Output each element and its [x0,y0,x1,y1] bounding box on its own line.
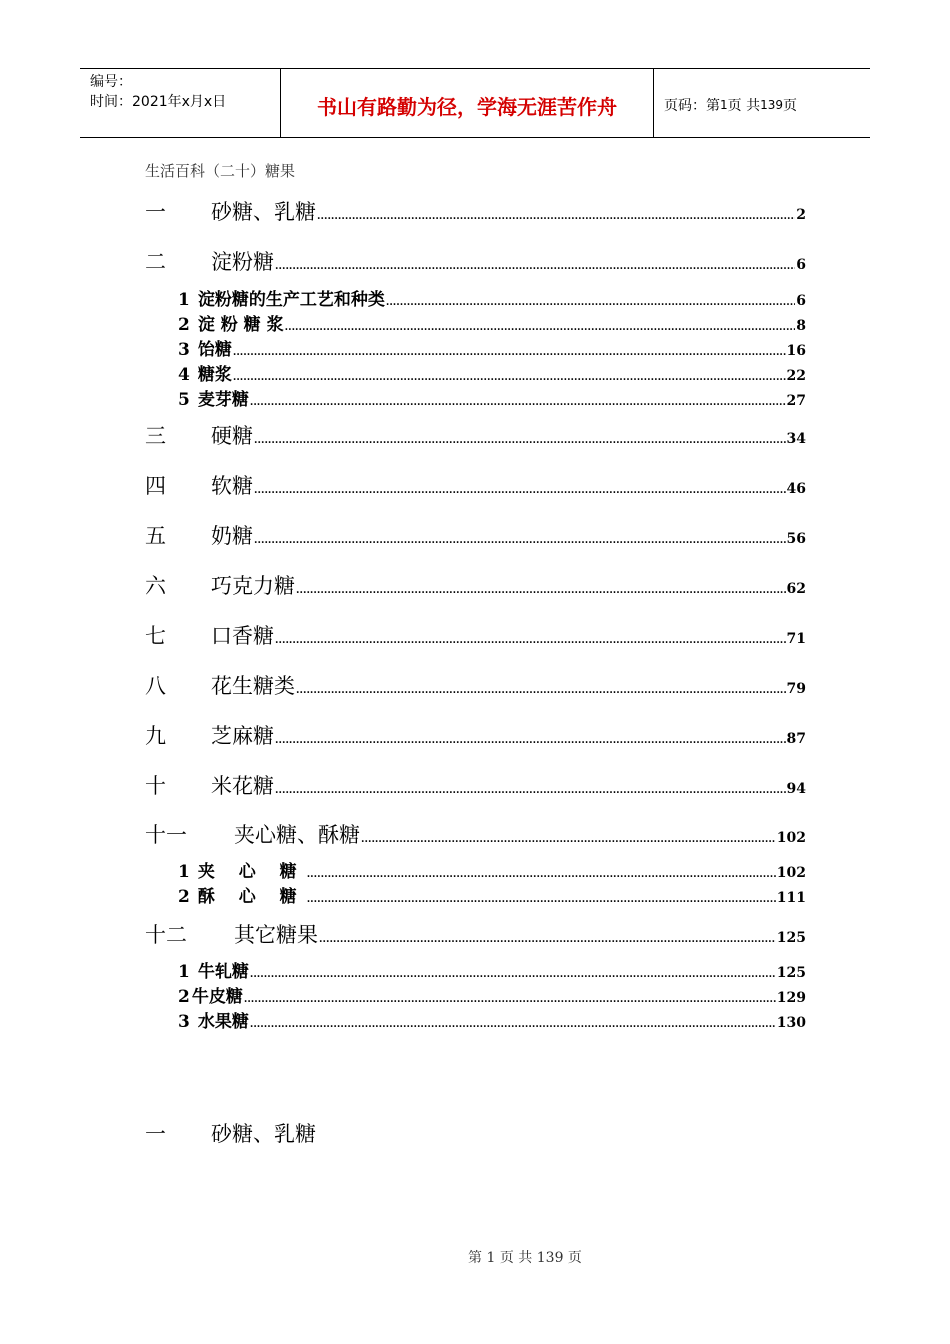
toc-subentry[interactable] [178,857,806,882]
toc-leader [254,485,786,496]
toc-entry[interactable] [145,246,806,276]
toc-number: 三 [145,424,166,448]
serial-label: 编号： [90,74,132,90]
toc-title: 淀粉糖的生产工艺和种类 [197,290,385,310]
toc-page: 79 [786,681,806,697]
toc-leader [307,869,776,880]
toc-entry[interactable] [145,470,806,500]
toc-number: 六 [145,574,166,598]
toc-leader [233,372,786,383]
toc-page: 6 [796,293,806,309]
toc-page: 2 [796,207,806,223]
toc-number: 四 [145,474,166,498]
toc-number: 2 [178,987,190,1007]
toc-number: 1 [178,290,190,310]
toc-leader [254,535,786,546]
toc-leader [296,585,786,596]
toc-number: 2 [178,315,190,335]
toc-page: 46 [786,481,806,497]
toc-page: 27 [786,393,806,409]
header-info-cell [80,69,281,137]
toc-entry[interactable] [145,620,806,650]
toc-title: 淀 粉 糖 浆 [197,315,284,335]
toc-page: 111 [776,890,806,906]
toc-leader [233,347,786,358]
toc-subentry[interactable] [178,1007,806,1032]
toc-page: 62 [786,581,806,597]
section-number: 一 [145,1122,166,1146]
toc-leader [319,934,776,945]
toc-leader [275,785,786,796]
page-total: 139 [760,98,783,112]
toc-leader [296,685,786,696]
page-header [80,68,870,138]
toc-title: 水果糖 [197,1012,249,1032]
toc-number: 五 [145,524,166,548]
toc-entry[interactable] [145,819,806,849]
toc-number: 5 [178,390,190,410]
toc-entry[interactable] [145,670,806,700]
toc-page: 71 [786,631,806,647]
toc-title: 夹 心 糖 [197,862,306,882]
toc-title: 牛轧糖 [197,962,249,982]
toc-leader [275,261,795,272]
section-heading [145,1118,316,1148]
toc-number: 七 [145,624,166,648]
toc-page: 22 [786,368,806,384]
toc-title: 奶糖 [211,524,253,548]
document-title: 生活百科（二十）糖果 [145,162,296,180]
page-prefix: 页码：第 [664,98,720,114]
toc-title: 砂糖、乳糖 [211,200,316,224]
toc-leader [244,994,776,1005]
toc-subentry[interactable] [178,982,806,1007]
toc-leader [317,211,795,222]
toc-page: 125 [776,930,806,946]
toc-subentry[interactable] [178,335,806,360]
toc-leader [361,834,776,845]
page-number: 1 [720,98,728,112]
toc-page: 130 [776,1015,806,1031]
toc-subentry[interactable] [178,285,806,310]
toc-number: 二 [145,250,166,274]
toc-entry[interactable] [145,420,806,450]
toc-leader [285,322,796,333]
toc-title: 花生糖类 [211,674,295,698]
motto-text: 书山有路勤为径，学海无涯苦作舟 [317,94,617,119]
toc-leader [250,969,776,980]
toc-title: 芝麻糖 [211,724,274,748]
toc-number: 十一 [145,823,187,847]
toc-leader [275,635,786,646]
toc-number: 4 [178,365,190,385]
toc-page: 56 [786,531,806,547]
toc-page: 94 [786,781,806,797]
toc-title: 米花糖 [211,774,274,798]
toc-number: 1 [178,862,190,882]
section-title: 砂糖、乳糖 [211,1122,316,1146]
toc-title: 酥 心 糖 [197,887,306,907]
page-footer: 第 1 页 共 139 页 [468,1250,582,1266]
toc-page: 34 [786,431,806,447]
toc-page: 102 [776,865,806,881]
toc-entry[interactable] [145,720,806,750]
toc-number: 十 [145,774,166,798]
toc-subentry[interactable] [178,385,806,410]
toc-number: 八 [145,674,166,698]
toc-page: 8 [796,318,806,334]
toc-title: 软糖 [211,474,253,498]
toc-title: 饴糖 [197,340,232,360]
toc-leader [254,435,786,446]
header-motto-cell [281,69,654,137]
toc-title: 牛皮糖 [191,987,243,1007]
toc-title: 淀粉糖 [211,250,274,274]
time-label: 时间：2021年x月x日 [90,94,227,110]
toc-number: 2 [178,887,190,907]
toc-entry[interactable] [145,919,806,949]
toc-number: 一 [145,200,166,224]
toc-entry[interactable] [145,196,806,226]
toc-leader [250,1019,776,1030]
toc-page: 6 [796,257,806,273]
toc-leader [386,297,795,308]
toc-entry[interactable] [145,770,806,800]
header-page-cell [654,69,870,137]
toc-subentry[interactable] [178,882,806,907]
toc-entry[interactable] [145,570,806,600]
toc-title: 口香糖 [211,624,274,648]
toc-leader [250,397,786,408]
toc-page: 87 [786,731,806,747]
toc-page: 102 [776,830,806,846]
toc-title: 夹心糖、酥糖 [234,823,360,847]
toc-entry[interactable] [145,520,806,550]
toc-page: 16 [786,343,806,359]
toc-number: 九 [145,724,166,748]
toc-title: 糖浆 [197,365,232,385]
toc-subentry[interactable] [178,310,806,335]
toc-number: 3 [178,1012,190,1032]
toc-title: 麦芽糖 [197,390,249,410]
toc-title: 硬糖 [211,424,253,448]
toc-number: 1 [178,962,190,982]
page-mid: 页 共 [727,98,761,114]
toc-page: 129 [776,990,806,1006]
toc-title: 巧克力糖 [211,574,295,598]
page-suffix: 页 [783,98,797,114]
toc-number: 3 [178,340,190,360]
toc-title: 其它糖果 [234,923,318,947]
toc-leader [307,894,776,905]
toc-subentry[interactable] [178,957,806,982]
toc-page: 125 [776,965,806,981]
toc-leader [275,735,786,746]
toc-number: 十二 [145,923,187,947]
toc-subentry[interactable] [178,360,806,385]
